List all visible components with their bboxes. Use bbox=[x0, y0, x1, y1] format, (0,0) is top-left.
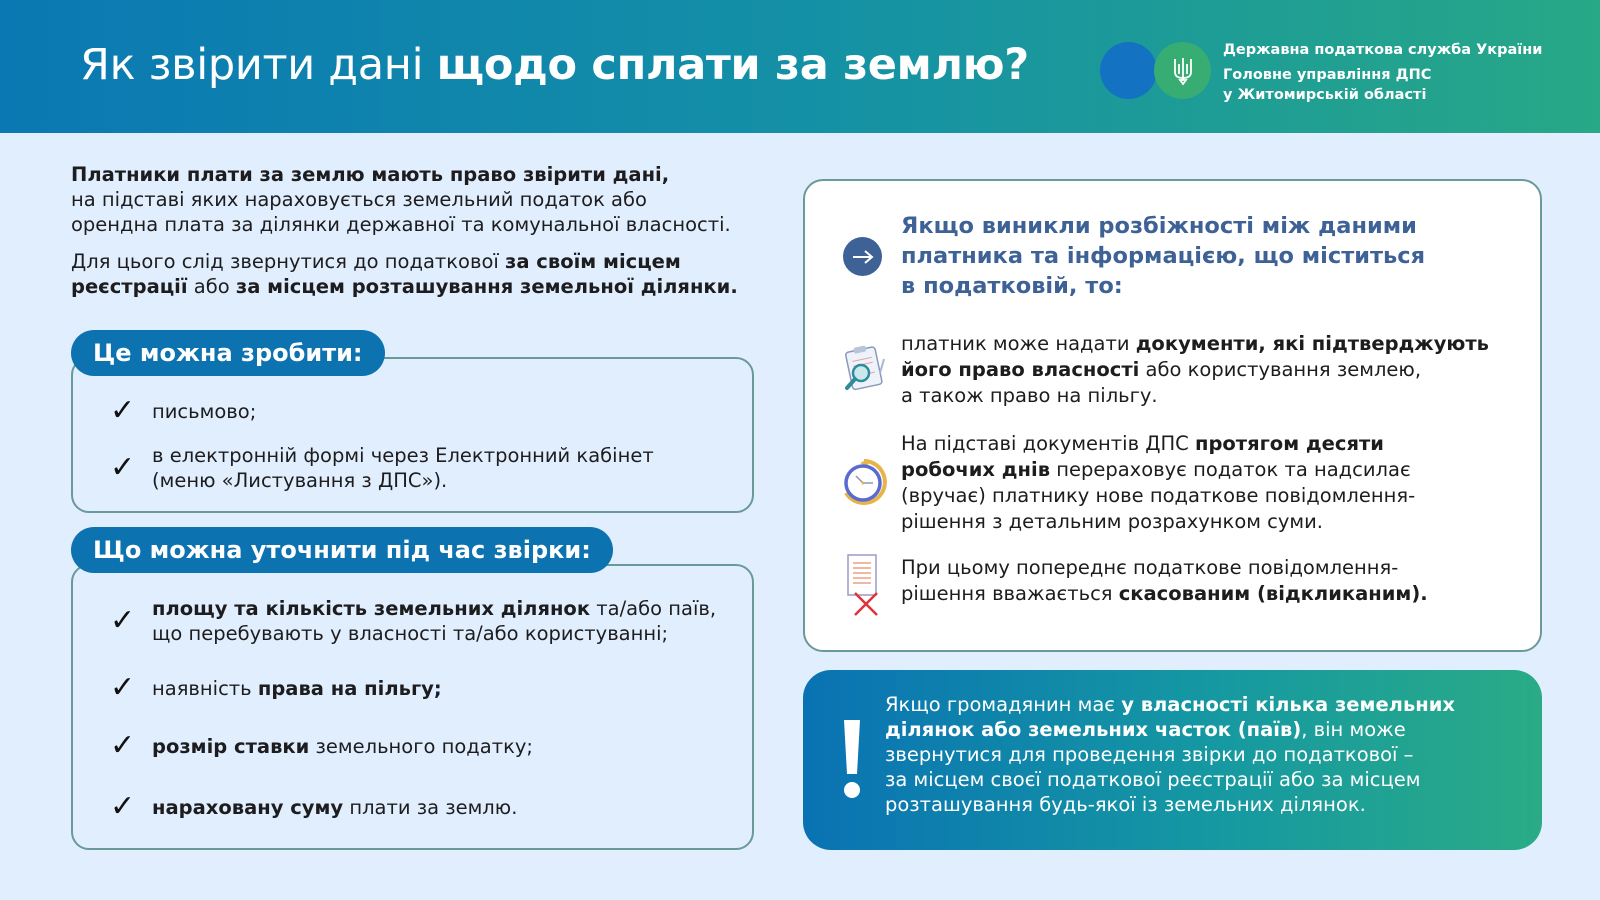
item1-e: а також право на пільгу. bbox=[901, 384, 1158, 407]
intro-p2-e: за місцем розташування земельної ділянки. bbox=[235, 275, 738, 298]
discrepancy-item-2 bbox=[901, 431, 1415, 535]
clarify-item-line2: що перебувають у власності та/або користуванні; bbox=[152, 622, 669, 645]
item3-a: При цьому попереднє податкове повідомлення- bbox=[901, 556, 1399, 579]
intro-p2-c: реєстрації bbox=[71, 275, 188, 298]
title-light-part: Як звірити дані bbox=[80, 40, 437, 90]
org-line-1: Державна податкова служба України bbox=[1223, 42, 1543, 58]
can-do-item-text bbox=[152, 443, 654, 493]
exclamation-icon bbox=[839, 718, 865, 800]
discrepancy-title bbox=[901, 211, 1425, 301]
intro-p2-d: або bbox=[187, 275, 236, 298]
can-do-item-line2: (меню «Листування з ДПС»). bbox=[152, 469, 448, 492]
intro-line-2: на підставі яких нараховується земельний податок або bbox=[71, 188, 647, 211]
organization-name bbox=[1223, 40, 1542, 105]
header-banner bbox=[0, 0, 1600, 133]
check-icon: ✓ bbox=[110, 670, 136, 705]
notice-banner bbox=[803, 670, 1542, 850]
notice-f: за місцем своєї податкової реєстрації або за місцем bbox=[885, 768, 1421, 791]
intro-p2-a: Для цього слід звернутися до податкової bbox=[71, 250, 506, 273]
notice-c: ділянок або земельних часток (паїв) bbox=[885, 718, 1302, 741]
item2-f: рішення з детальним розрахунком суми. bbox=[901, 510, 1324, 533]
clarify-item-text bbox=[152, 676, 442, 701]
clarify-item-rest: та/або паїв, bbox=[590, 597, 717, 620]
can-do-title: Це можна зробити: bbox=[71, 330, 385, 376]
check-icon: ✓ bbox=[110, 789, 136, 824]
item2-d: перераховує податок та надсилає bbox=[1050, 458, 1411, 481]
notice-e: звернутися для проведення звірки до податкової – bbox=[885, 743, 1414, 766]
discrepancy-title-line3: в податковій, то: bbox=[901, 273, 1123, 299]
notice-a: Якщо громадянин має bbox=[885, 693, 1122, 716]
title-bold-part: щодо сплати за землю? bbox=[436, 40, 1029, 90]
item2-a: На підставі документів ДПС bbox=[901, 432, 1195, 455]
clarify-item bbox=[110, 596, 716, 646]
clarify-item-pre: наявність bbox=[152, 676, 258, 700]
clarify-item-bold: права на пільгу; bbox=[257, 676, 442, 700]
notice-g: розташування будь-якої із земельних ділянок. bbox=[885, 793, 1366, 816]
page-title bbox=[80, 40, 1029, 90]
item2-c: робочих днів bbox=[901, 458, 1051, 481]
discrepancy-item-1 bbox=[901, 331, 1489, 409]
cancelled-document-icon bbox=[845, 553, 885, 617]
check-icon: ✓ bbox=[110, 450, 136, 485]
intro-p2-b: за своїм місцем bbox=[505, 250, 681, 273]
item1-b: документи, які підтверджують bbox=[1135, 332, 1489, 355]
item1-c: його право власності bbox=[901, 358, 1140, 381]
org-line-3: у Житомирській області bbox=[1223, 87, 1427, 103]
clarify-item-text bbox=[152, 596, 716, 646]
notice-d: , він може bbox=[1301, 718, 1406, 741]
item3-b: рішення вважається bbox=[901, 582, 1119, 605]
notice-text bbox=[885, 692, 1455, 817]
can-do-item-text: письмово; bbox=[152, 399, 257, 423]
clarify-item bbox=[110, 728, 533, 763]
trident-icon bbox=[1172, 56, 1194, 86]
logo-green-circle bbox=[1154, 42, 1211, 99]
intro-line-3: орендна плата за ділянки державної та комунальної власності. bbox=[71, 213, 731, 236]
arrow-right-icon bbox=[843, 237, 882, 276]
item2-b: протягом десяти bbox=[1194, 432, 1384, 455]
logo-blue-circle bbox=[1100, 42, 1157, 99]
item1-d: або користування землею, bbox=[1139, 358, 1422, 381]
can-do-item-line1: в електронній формі через Електронний кабінет bbox=[152, 444, 654, 467]
discrepancy-title-line1: Якщо виникли розбіжності між даними bbox=[901, 213, 1417, 239]
clipboard-magnifier-icon bbox=[839, 343, 891, 395]
clarify-item-text bbox=[152, 734, 533, 759]
can-do-item bbox=[110, 443, 654, 493]
arrow-glyph bbox=[851, 249, 875, 265]
item3-c: скасованим (відкликаним). bbox=[1118, 582, 1428, 605]
item1-a: платник може надати bbox=[901, 332, 1136, 355]
clarify-item bbox=[110, 789, 518, 824]
clarify-item-bold: площу та кількість земельних ділянок bbox=[152, 597, 591, 620]
check-icon: ✓ bbox=[110, 393, 136, 428]
clarify-item-bold: нараховану суму bbox=[152, 795, 344, 819]
clarify-item-rest: плати за землю. bbox=[343, 795, 518, 819]
check-icon: ✓ bbox=[110, 728, 136, 763]
intro-text bbox=[71, 162, 791, 299]
intro-paragraph-1 bbox=[71, 162, 791, 237]
discrepancy-title-line2: платника та інформацією, що міститься bbox=[901, 243, 1426, 269]
notice-b: у власності кілька земельних bbox=[1121, 693, 1455, 716]
discrepancy-card bbox=[803, 179, 1542, 652]
clarify-item-rest: земельного податку; bbox=[309, 734, 533, 758]
item2-e: (вручає) платнику нове податкове повідомлення- bbox=[901, 484, 1416, 507]
org-line-2: Головне управління ДПС bbox=[1223, 67, 1432, 83]
clarify-title: Що можна уточнити під час звірки: bbox=[71, 527, 613, 573]
clarify-item bbox=[110, 670, 442, 705]
discrepancy-item-3 bbox=[901, 555, 1428, 607]
check-icon: ✓ bbox=[110, 603, 136, 638]
clock-refresh-icon bbox=[839, 457, 889, 507]
intro-bold: Платники плати за землю мають право звірити дані, bbox=[71, 163, 670, 186]
clarify-item-text bbox=[152, 795, 517, 820]
can-do-item bbox=[110, 393, 257, 428]
clarify-item-bold: розмір ставки bbox=[152, 734, 310, 758]
intro-paragraph-2 bbox=[71, 249, 791, 299]
